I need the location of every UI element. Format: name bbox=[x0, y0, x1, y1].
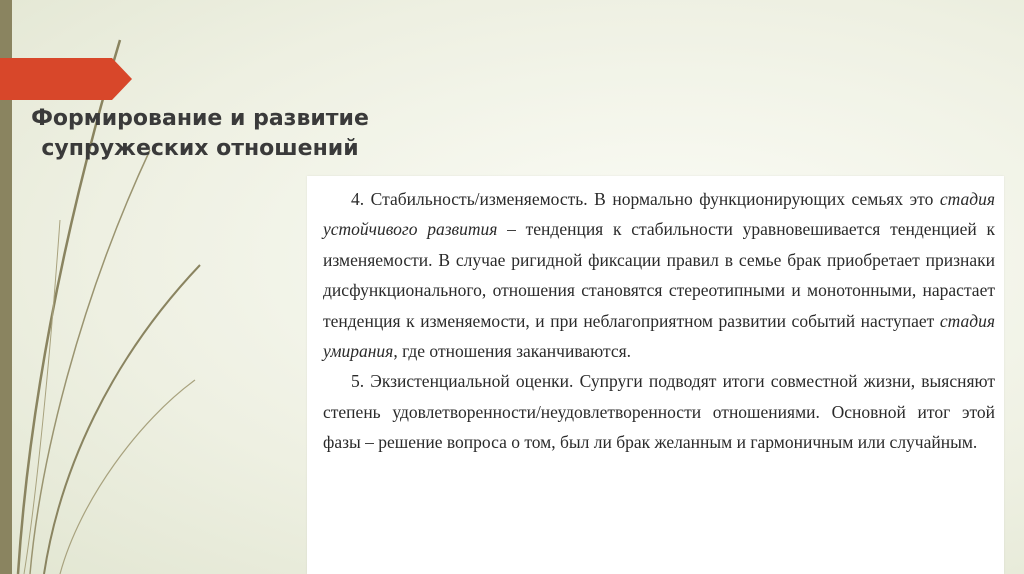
document-paragraph bbox=[323, 366, 995, 457]
title-accent-tab bbox=[0, 58, 132, 100]
document-excerpt bbox=[307, 176, 1004, 574]
text-run: – тенденция к стабильности уравновешивается тенденцией к изменяемости. В случае ригидной фиксации правил в семье брак приобретает признаки дисфункционального, отношения становятся стереотипными и монотонными, нарастает тенденция к изменяемости, и при неблагоприятном развитии событий наступает bbox=[323, 219, 995, 331]
document-paragraph bbox=[323, 184, 995, 366]
text-run: 4. Стабильность/изменяемость. В нормально функционирующих семьях это bbox=[351, 189, 940, 209]
text-run: , где отношения заканчиваются. bbox=[393, 341, 632, 362]
italic-term: стадия устойчивого развития bbox=[323, 189, 995, 240]
slide-title: Формирование и развитие супружеских отношений bbox=[31, 106, 369, 161]
document-text bbox=[323, 184, 995, 458]
italic-term: стадия умирания bbox=[323, 310, 995, 362]
text-run: 5. Экзистенциальной оценки. Супруги подводят итоги совместной жизни, выясняют степень удовлетворенности/неудовлетворенности отношениями. Основной итог этой фазы – решение вопроса о том, был ли брак желанным и гармоничным или случайным. bbox=[323, 371, 995, 453]
